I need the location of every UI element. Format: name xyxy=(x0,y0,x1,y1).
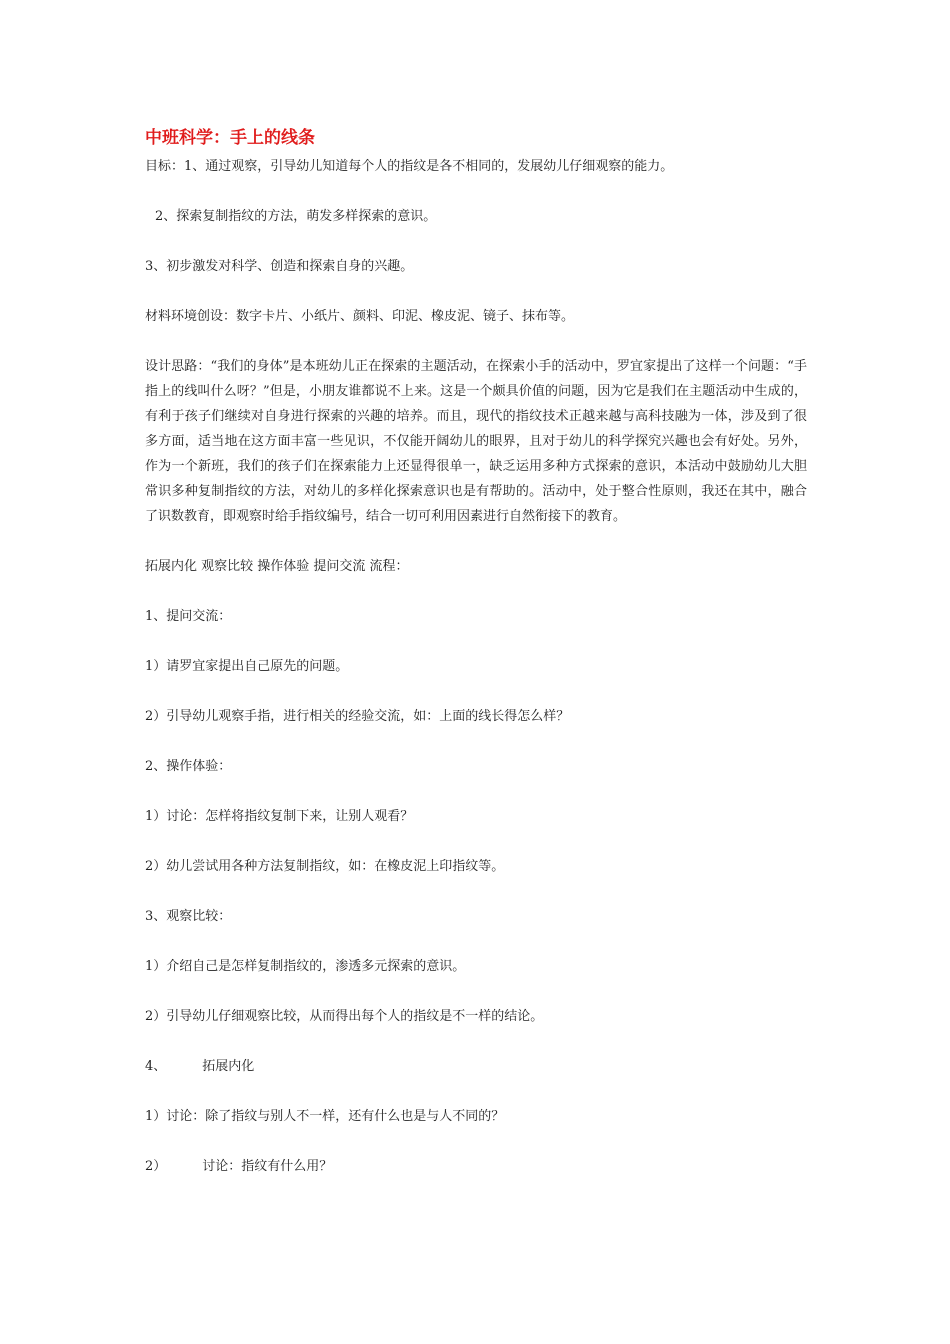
step-4-item-2 xyxy=(145,1154,807,1179)
step-3-item-1: 1）介绍自己是怎样复制指纹的，渗透多元探索的意识。 xyxy=(145,959,466,974)
step-4-item-2-number: 2） xyxy=(145,1159,167,1174)
design-paragraph: 设计思路：“我们的身体”是本班幼儿正在探索的主题活动，在探索小手的活动中，罗宜家提出了这样一个问题：“手指上的线叫什么呀？”但是，小朋友谁都说不上来。这是一个颇具价值的问题，因为它是我们在主题活动中生成的，有利于孩子们继续对自身进行探索的兴趣的培养。而且，现代的指纹技术正越来越与高科技融为一体，涉及到了很多方面，适当地在这方面丰富一些见识，不仅能开阔幼儿的眼界，且对于幼儿的科学探究兴趣也会有好处。另外，作为一个新班，我们的孩子们在探索能力上还显得很单一，缺乏运用多种方式探索的意识，本活动中鼓励幼儿大胆常识多种复制指纹的方法，对幼儿的多样化探索意识也是有帮助的。活动中，处于整合性原则，我还在其中，融合了识数教育，即观察时给手指纹编号，结合一切可利用因素进行自然衔接下的教育。 xyxy=(145,359,807,524)
step-2-item-1: 1）讨论：怎样将指纹复制下来，让别人观看？ xyxy=(145,809,414,824)
step-3-title: 3、观察比较： xyxy=(145,909,232,924)
goal-2: 2、探索复制指纹的方法，萌发多样探索的意识。 xyxy=(155,209,437,224)
step-1-item-1: 1）请罗宜家提出自己原先的问题。 xyxy=(145,659,349,674)
step-2-item-2: 2）幼儿尝试用各种方法复制指纹，如：在橡皮泥上印指纹等。 xyxy=(145,859,505,874)
step-1-title: 1、提问交流： xyxy=(145,609,232,624)
step-4-item-2-text: 讨论：指纹有什么用？ xyxy=(202,1159,333,1174)
step-2-title: 2、操作体验： xyxy=(145,759,232,774)
step-4-title xyxy=(145,1054,807,1079)
flow-header: 拓展内化 观察比较 操作体验 提问交流 流程： xyxy=(145,559,409,574)
goal-3: 3、初步激发对科学、创造和探索自身的兴趣。 xyxy=(145,259,414,274)
goal-1: 目标：1、通过观察，引导幼儿知道每个人的指纹是各不相同的，发展幼儿仔细观察的能力。 xyxy=(145,159,674,174)
materials-paragraph: 材料环境创设：数字卡片、小纸片、颜料、印泥、橡皮泥、镜子、抹布等。 xyxy=(145,309,575,324)
step-4-number: 4、 xyxy=(145,1059,167,1074)
step-4-label: 拓展内化 xyxy=(202,1059,255,1074)
step-4-item-1: 1）讨论：除了指纹与别人不一样，还有什么也是与人不同的？ xyxy=(145,1109,505,1124)
step-1-item-2: 2）引导幼儿观察手指，进行相关的经验交流，如：上面的线长得怎么样？ xyxy=(145,709,570,724)
step-3-item-2: 2）引导幼儿仔细观察比较，从而得出每个人的指纹是不一样的结论。 xyxy=(145,1009,544,1024)
document-page xyxy=(145,124,807,1204)
document-title: 中班科学：手上的线条 xyxy=(145,128,315,148)
